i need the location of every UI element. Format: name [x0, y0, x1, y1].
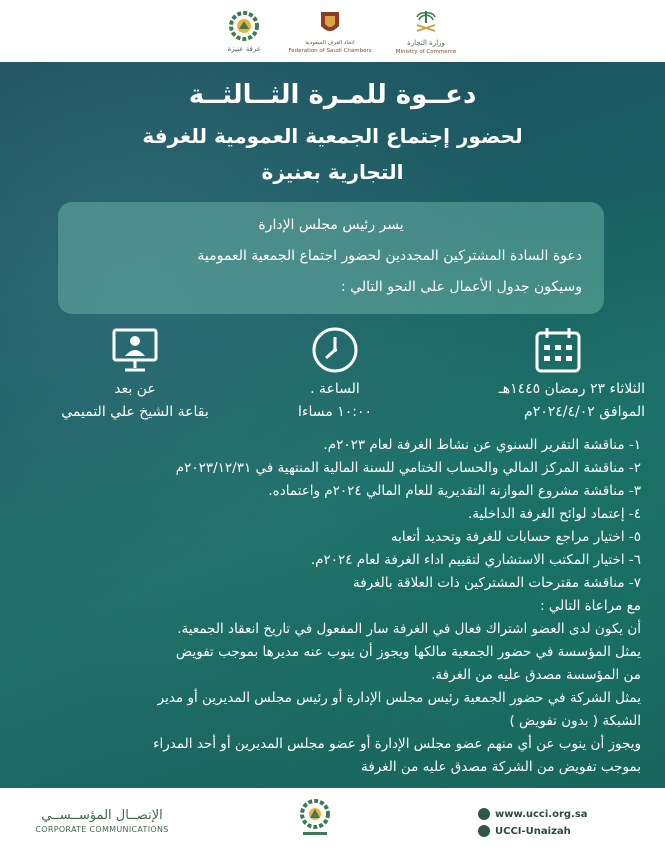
agenda-item: ٣- مناقشة مشروع الموازنة التقديرية للعام المالي ٢٠٢٤م واعتماده. [268, 483, 641, 499]
note-item: يمثل المؤسسة في حضور الجمعية مالكها ويجوز أن ينوب عنه مديرها بموجب تفويض [175, 644, 641, 660]
department-name-en: CORPORATE COMMUNICATIONS [35, 825, 169, 834]
agenda-item: ٦- اختيار المكتب الاستشاري لتقييم اداء الغرفة لعام ٢٠٢٤م. [310, 552, 641, 568]
federation-emblem-icon [315, 8, 345, 38]
invitation-title: دعــوة للمـرة الثــالثــة [188, 80, 477, 110]
agenda-item: ٥- اختيار مراجع حسابات للغرفة وتحديد أتعابه [390, 529, 641, 545]
meeting-location [30, 324, 240, 422]
agenda-list [21, 434, 641, 779]
federation-logo [290, 4, 370, 58]
website-url: www.ucci.org.sa [495, 808, 588, 820]
note-item: ويجوز أن ينوب عن أي منهم عضو مجلس الإدارة أو عضو مجلس المديرين أو أحد المدراء [153, 736, 641, 752]
invitation-panel [0, 62, 665, 788]
corporate-communications-label [22, 808, 182, 834]
website-link[interactable] [478, 808, 648, 820]
department-name-ar: الإتصــال المؤســســي [41, 808, 163, 823]
federation-logo-text-ar: اتحاد الغرف السعودية [305, 40, 355, 46]
intro-box [58, 202, 604, 314]
unaizah-chamber-logo [214, 4, 274, 58]
meeting-time [250, 324, 420, 422]
invitation-subtitle-line1: لحضور إجتماع الجمعية العمومية للغرفة [142, 124, 523, 148]
clock-icon [309, 324, 361, 376]
note-item: يمثل الشركة في حضور الجمعية رئيس مجلس الإدارة أو رئيس مجلس المديرين أو مدير [157, 690, 641, 706]
note-item: من المؤسسة مصدق عليه من الغرفة. [431, 667, 641, 683]
calendar-icon [532, 324, 584, 376]
meeting-date-hijri: الثلاثاء ٢٣ رمضان ١٤٤٥هـ [498, 381, 645, 397]
intro-line-1: يسر رئيس مجلس الإدارة [258, 217, 404, 233]
agenda-item: ١- مناقشة التقرير السنوي عن نشاط الغرفة لعام ٢٠٢٣م. [323, 437, 641, 453]
meeting-mode: عن بعد [114, 381, 156, 397]
invitation-subtitle-line2: التجارية بعنيزة [261, 160, 404, 184]
chamber-gear-icon [295, 796, 335, 844]
intro-line-3: وسيكون جدول الأعمال على النحو التالي : [341, 279, 582, 295]
meeting-time-value: ١٠:٠٠ مساءا [298, 404, 372, 420]
video-conference-icon [109, 324, 161, 376]
meeting-date [463, 324, 653, 422]
meeting-info-row [0, 324, 665, 424]
twitter-link[interactable] [478, 825, 648, 837]
footer [0, 788, 665, 854]
twitter-handle: UCCI-Unaizah [495, 825, 571, 837]
ministry-of-commerce-logo [396, 4, 456, 58]
agenda-item: ٢- مناقشة المركز المالي والحساب الختامي للسنة المالية المنتهية في ٢٠٢٣/١٢/٣١م [175, 460, 641, 476]
footer-chamber-logo [290, 796, 340, 848]
ministry-logo-text-en: Ministry of Commerce [395, 49, 457, 55]
intro-line-2: دعوة السادة المشتركين المجددين لحضور اجتماع الجمعية العمومية [197, 248, 582, 264]
footer-links [478, 808, 648, 842]
note-item: الشبكة ( بدون تفويض ) [509, 713, 641, 729]
federation-logo-text-en: Federation of Saudi Chambers [288, 48, 372, 54]
header-logo-bar [0, 0, 665, 62]
meeting-venue: بقاعة الشيخ علي التميمي [61, 404, 209, 420]
chamber-logo-text: غرفة عنيزة [227, 45, 261, 53]
twitter-icon [478, 825, 490, 837]
meeting-time-label: الساعة . [310, 381, 360, 397]
agenda-item: ٤- إعتماد لوائح الغرفة الداخلية. [467, 506, 641, 522]
ministry-logo-text-ar: وزارة التجارة [407, 39, 445, 47]
chamber-gear-icon [227, 9, 261, 43]
note-item: أن يكون لدى العضو اشتراك فعال في الغرفة سار المفعول في تاريخ انعقاد الجمعية. [177, 621, 641, 637]
note-item: بموجب تفويض من الشركة مصدق عليه من الغرفة [361, 759, 641, 775]
palm-swords-emblem-icon [411, 7, 441, 37]
meeting-date-gregorian: الموافق ٢٠٢٤/٤/٠٢م [524, 404, 645, 420]
notes-heading: مع مراعاة التالي : [540, 598, 641, 614]
agenda-item: ٧- مناقشة مقترحات المشتركين ذات العلاقة بالغرفة [352, 575, 641, 591]
globe-icon [478, 808, 490, 820]
